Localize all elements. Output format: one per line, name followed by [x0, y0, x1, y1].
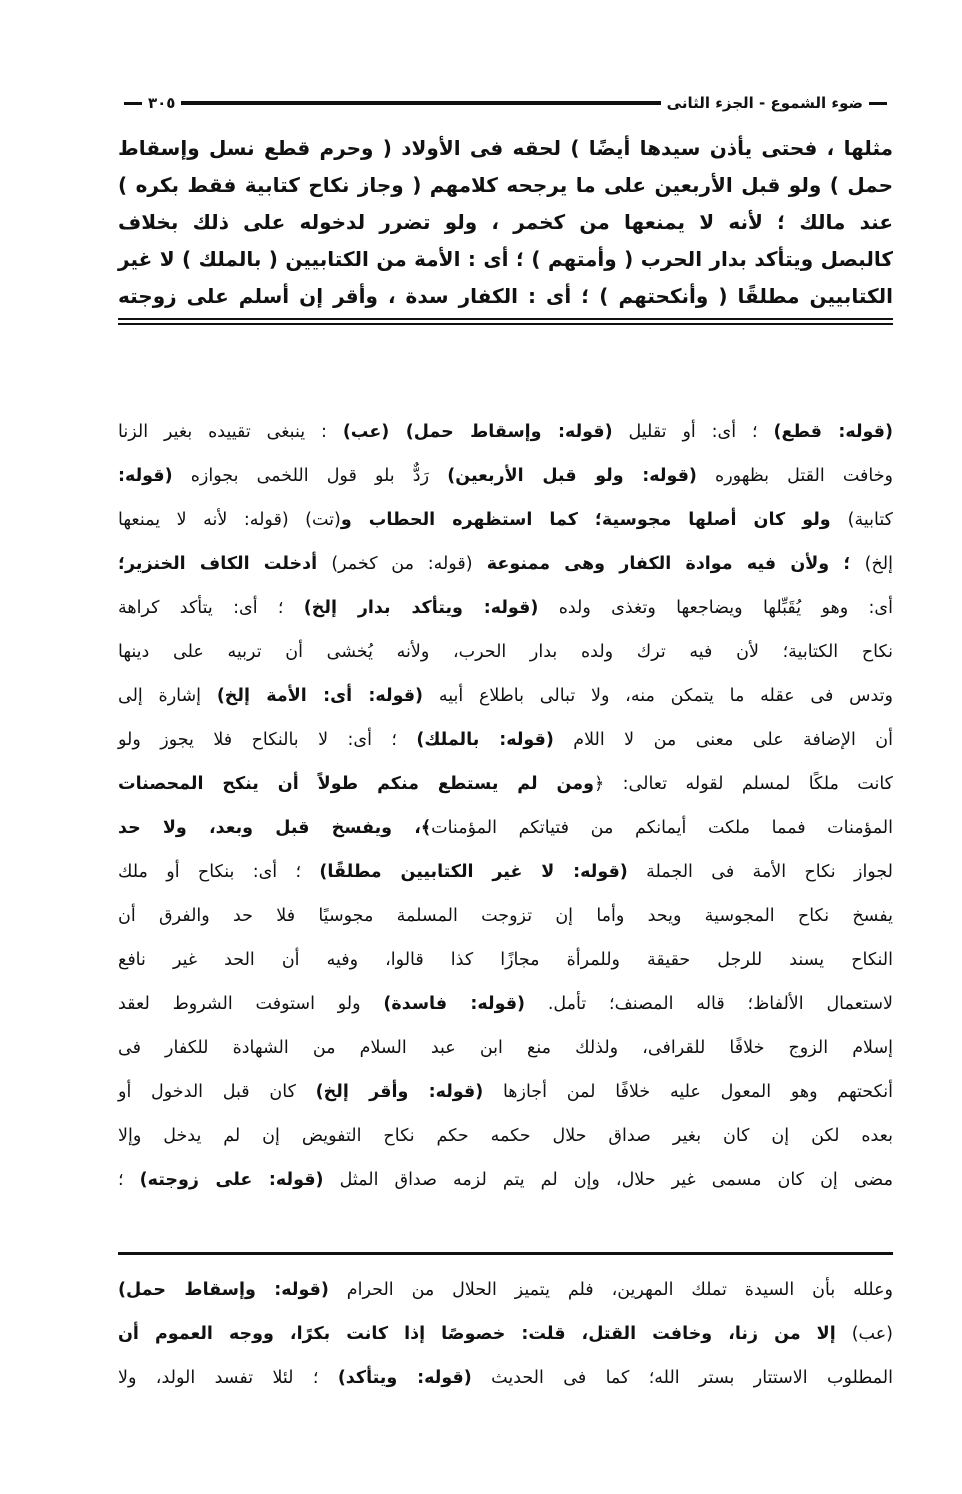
- text-line: [118, 806, 893, 850]
- main-text: [118, 130, 893, 315]
- text-segment: ؛ أى: أو تقليل: [612, 422, 774, 442]
- text-line: [118, 167, 893, 204]
- text-line: [118, 630, 893, 674]
- text-line: [118, 1114, 893, 1158]
- text-line: [118, 1026, 893, 1070]
- text-line: [118, 498, 893, 542]
- text-segment: حمل ) ولو قبل الأربعين على ما يرجحه كلامهم ( وجاز نكاح كتابية فقط بكره ): [118, 173, 893, 197]
- page-number: ٣٠٥: [148, 94, 176, 112]
- bold-quote: (قوله: قطع): [773, 422, 893, 442]
- bold-quote: أدخلت الكاف الخنزير؛: [118, 554, 332, 574]
- bold-quote: (قوله: ولو قبل الأربعين): [447, 466, 697, 486]
- bold-quote: (قوله: فاسدة): [383, 994, 526, 1014]
- text-segment: إشارة إلى: [118, 686, 217, 706]
- text-line: [118, 586, 893, 630]
- text-segment: الكتابيين مطلقًا ( وأنكحتهم ) ؛ أى : الكفار سدة ، وأقر إن أسلم على زوجته: [118, 284, 893, 308]
- text-line: [118, 278, 893, 315]
- text-segment: أى: وهو يُقَبِّلها ويضاجعها وتغذى ولده: [538, 598, 893, 618]
- text-segment: وعلله بأن السيدة تملك المهرين، فلم يتميز الحلال من الحرام: [328, 1280, 893, 1300]
- text-line: [118, 1356, 893, 1400]
- bold-quote: (قوله: ويتأكد): [337, 1368, 472, 1388]
- bold-quote: (قوله: وأقر إلخ): [315, 1082, 484, 1102]
- text-segment: أنكحتهم وهو المعول عليه خلافًا لمن أجازها: [483, 1082, 893, 1102]
- footnote-text: [118, 1268, 893, 1400]
- text-line: [118, 762, 893, 806]
- bold-quote: ﴾، ويفسخ قبل وبعد، ولا حد: [118, 818, 432, 838]
- book-title: ضوء الشموع - الجزء الثانى: [666, 94, 863, 112]
- footnote-rule: [118, 1252, 893, 1255]
- text-segment: (قوله: من كخمر): [331, 554, 473, 574]
- text-segment: لجواز نكاح الأمة فى الجملة: [627, 862, 893, 882]
- text-line: [118, 982, 893, 1026]
- text-segment: كان قبل الدخول أو: [118, 1082, 316, 1102]
- text-segment: مثلها ، فحتى يأذن سيدها أيضًا ) لحقه فى الأولاد ( وحرم قطع نسل وإسقاط: [118, 136, 893, 160]
- text-line: [118, 410, 893, 454]
- text-line: [118, 718, 893, 762]
- text-segment: النكاح يسند للرجل حقيقة وللمرأة مجازًا كذا قالوا، وفيه أن الحد غير نافع: [118, 950, 893, 970]
- bold-quote: إلا من زنا، وخافت القتل، قلت: خصوصًا إذا كانت بكرًا، ووجه العموم أن: [118, 1324, 852, 1344]
- text-segment: كتابية): [847, 510, 893, 530]
- text-segment: (تت) (قوله: لأنه لا يمنعها: [118, 510, 341, 530]
- bold-quote: (قوله: وإسقاط حمل) (عب): [342, 422, 613, 442]
- bold-quote: (قوله: أى: الأمة إلخ): [216, 686, 424, 706]
- running-header: [118, 90, 893, 116]
- text-segment: المطلوب الاستتار بستر الله؛ كما فى الحديث: [471, 1368, 893, 1388]
- text-line: [118, 850, 893, 894]
- text-segment: نكاح الكتابية؛ لأن فيه ترك ولده بدار الحرب، ولأنه يُخشى أن تربيه على دينها: [118, 642, 893, 662]
- text-segment: ؛ أى: بنكاح أو ملك: [118, 862, 320, 882]
- bold-quote: (قوله: على زوجته): [139, 1170, 324, 1190]
- text-segment: بعده لكن إن كان بغير صداق حلال حكمه حكم نكاح التفويض إن لم يدخل وإلا: [118, 1126, 893, 1146]
- header-dash: [869, 102, 887, 105]
- text-segment: ؛ أى: يتأكد كراهة: [118, 598, 304, 618]
- text-line: [118, 241, 893, 278]
- bold-quote: (قوله: لا غير الكتابيين مطلقًا): [319, 862, 628, 882]
- text-segment: إسلام الزوج خلافًا للقرافى، ولذلك منع ابن عبد السلام من الشهادة للكفار فى: [118, 1038, 893, 1058]
- text-line: [118, 130, 893, 167]
- bold-quote: (قوله: ويتأكد بدار إلخ): [303, 598, 539, 618]
- header-rule: [181, 101, 660, 105]
- text-segment: ؛ أى: لا بالنكاح فلا يجوز ولو: [118, 730, 417, 750]
- bold-quote: ولو كان أصلها مجوسية؛ كما استظهره الحطاب و: [340, 510, 848, 530]
- header-dash: [124, 102, 142, 105]
- text-segment: لاستعمال الألفاظ؛ قاله المصنف؛ تأمل.: [525, 994, 893, 1014]
- text-segment: كالبصل ويتأكد بدار الحرب ( وأمتهم ) ؛ أى : الأمة من الكتابيين ( بالملك ) لا غير: [118, 247, 893, 271]
- bold-quote: (قوله:: [118, 466, 173, 486]
- bold-quote: (قوله: وإسقاط حمل): [118, 1280, 329, 1300]
- text-segment: مضى إن كان مسمى غير حلال، وإن لم يتم لزمه صداق المثل: [323, 1170, 893, 1190]
- double-rule-top: [118, 318, 893, 320]
- text-line: [118, 1070, 893, 1114]
- text-segment: يفسخ نكاح المجوسية ويحد وأما إن تزوجت المسلمة مجوسيًا فلا حد والفرق أن: [118, 906, 893, 926]
- text-segment: (عب): [851, 1324, 893, 1344]
- text-line: [118, 454, 893, 498]
- bold-quote: (قوله: بالملك): [416, 730, 554, 750]
- text-segment: عند مالك ؛ لأنه لا يمنعها من كخمر ، ولو تضرر لدخوله على ذلك بخلاف: [118, 210, 893, 234]
- text-line: [118, 1268, 893, 1312]
- text-segment: وتدس فى عقله ما يتمكن منه، ولا تبالى باطلاع أبيه: [423, 686, 893, 706]
- text-segment: ؛: [118, 1170, 140, 1190]
- text-segment: رَدٌّ بلو قول اللخمى بجوازه: [172, 466, 448, 486]
- bold-quote: ومن لم يستطع منكم طولاً أن ينكح المحصنات: [118, 774, 594, 794]
- text-segment: ؛ لئلا تفسد الولد، ولا: [118, 1368, 338, 1388]
- text-segment: المؤمنات فمما ملكت أيمانكم من فتياتكم المؤمنات: [431, 818, 894, 838]
- double-rule-bottom: [118, 323, 893, 325]
- text-line: [118, 1312, 893, 1356]
- text-segment: وخافت القتل بظهوره: [696, 466, 894, 486]
- text-line: [118, 894, 893, 938]
- bold-quote: ؛ ولأن فيه موادة الكفار وهى ممنوعة: [472, 554, 865, 574]
- text-segment: ولو استوفت الشروط لعقد: [118, 994, 384, 1014]
- text-line: [118, 938, 893, 982]
- text-line: [118, 674, 893, 718]
- text-line: [118, 204, 893, 241]
- text-line: [118, 1158, 893, 1202]
- text-segment: كانت ملكًا لمسلم لقوله تعالى: ﴿: [594, 774, 893, 794]
- text-segment: إلخ): [864, 554, 893, 574]
- text-segment: أن الإضافة على معنى من لا اللام: [553, 730, 893, 750]
- text-segment: : ينبغى تقييده بغير الزنا: [118, 422, 343, 442]
- text-line: [118, 542, 893, 586]
- commentary-text: [118, 410, 893, 1202]
